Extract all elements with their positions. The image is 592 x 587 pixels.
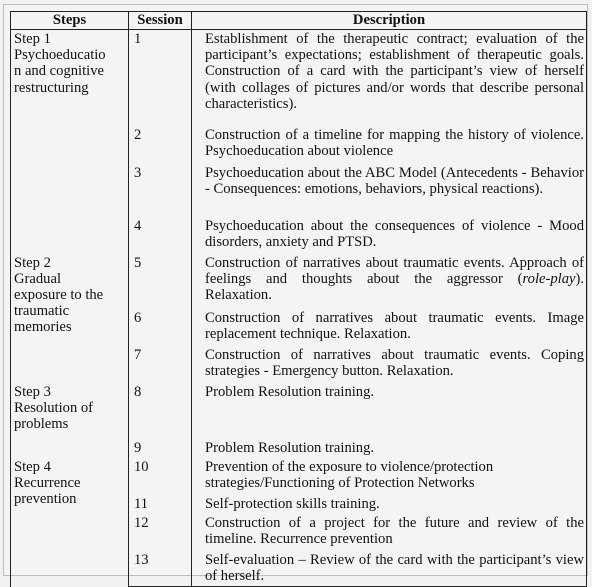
session-description: Self-evaluation – Review of the card with the participant’s view of herself. [192, 551, 587, 587]
session-description: Construction of narratives about traumatic events. Image replacement technique. Relaxation. [192, 309, 587, 346]
table-row [11, 458, 587, 495]
step-cell [11, 254, 129, 383]
session-number: 7 [129, 346, 192, 383]
header-description: Description [192, 12, 587, 30]
session-description: Self-protection skills training. [192, 495, 587, 514]
session-description: Psychoeducation about the consequences of violence - Mood disorders, anxiety and PTSD. [192, 217, 587, 254]
description-italic: role-play [522, 270, 576, 287]
header-row [11, 12, 587, 30]
step-name: exposure to the [14, 286, 104, 303]
table-row [11, 254, 587, 309]
session-number: 9 [129, 439, 192, 458]
step-name: restructuring [14, 79, 89, 96]
step-name: problems [14, 415, 69, 432]
session-number: 3 [129, 164, 192, 217]
session-number: 10 [129, 458, 192, 495]
step-name: Psychoeducatio [14, 47, 106, 64]
step-label: Step 4 [14, 458, 51, 475]
session-number: 6 [129, 309, 192, 346]
step-name: Gradual [14, 270, 62, 287]
session-description: Construction of a project for the future and review of the timeline. Recurrence prevention [192, 514, 587, 551]
step-name: memories [14, 319, 72, 336]
session-number: 1 [129, 30, 192, 126]
session-description: Establishment of the therapeutic contract; evaluation of the participant’s expectations; establishment of therapeutic goals. Construction of a card with the participant’s view of herself (with collages of pictures and/or words that describe personal characteristics). [192, 30, 587, 126]
session-number: 13 [129, 551, 192, 587]
session-description [192, 254, 587, 309]
session-description: Prevention of the exposure to violence/protection strategies/Functioning of Protection Networks [192, 458, 587, 495]
session-number: 4 [129, 217, 192, 254]
session-description: Construction of narratives about traumatic events. Coping strategies - Emergency button. Relaxation. [192, 346, 587, 383]
step-name: traumatic [14, 303, 70, 320]
session-description: Problem Resolution training. [192, 439, 587, 458]
step-cell [11, 30, 129, 254]
step-name: Resolution of [14, 399, 94, 416]
session-number: 8 [129, 383, 192, 439]
step-name: Recurrence [14, 474, 81, 491]
session-description: Psychoeducation about the ABC Model (Antecedents - Behavior - Consequences: emotions, behaviors, physical reactions). [192, 164, 587, 217]
step-cell [11, 383, 129, 458]
session-number: 2 [129, 126, 192, 164]
table-frame [3, 4, 588, 584]
step-name: prevention [14, 490, 77, 507]
header-steps: Steps [11, 12, 129, 30]
table-row [11, 383, 587, 439]
intervention-table [10, 11, 587, 587]
description-text: Construction of narratives about traumatic events. Approach of feelings and thoughts about the aggressor ( [205, 254, 584, 287]
session-description: Problem Resolution training. [192, 383, 587, 439]
description-text: ). Relaxation. [205, 270, 584, 303]
step-label: Step 2 [14, 254, 51, 271]
step-label: Step 1 [14, 31, 51, 47]
step-cell [11, 458, 129, 587]
session-number: 12 [129, 514, 192, 551]
session-number: 11 [129, 495, 192, 514]
session-number: 5 [129, 254, 192, 309]
step-name: n and cognitive [14, 63, 104, 80]
session-description: Construction of a timeline for mapping the history of violence. Psychoeducation about violence [192, 126, 587, 164]
header-session: Session [129, 12, 192, 30]
step-label: Step 3 [14, 383, 51, 400]
table-row [11, 30, 587, 126]
